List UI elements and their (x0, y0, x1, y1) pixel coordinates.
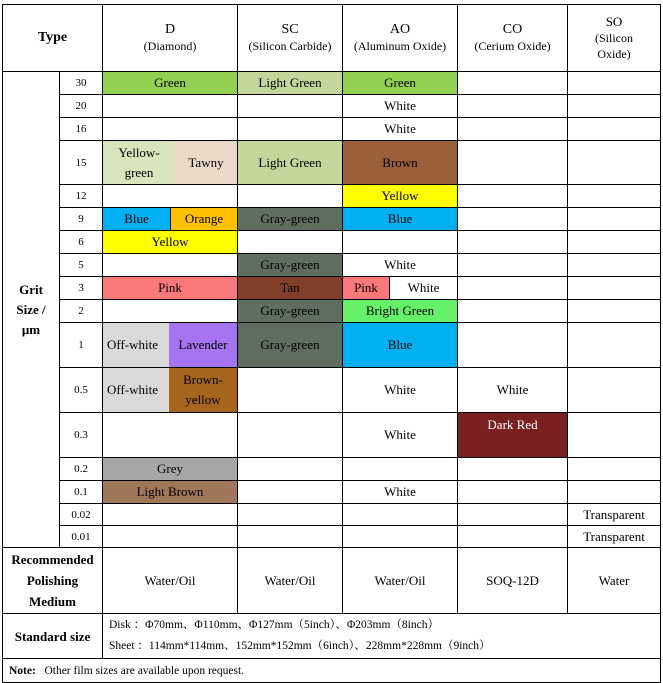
sc-cell: Gray-green (238, 208, 343, 231)
d-cell (103, 254, 238, 277)
so-cell (568, 118, 661, 141)
type-header: Type (3, 5, 103, 72)
so-cell (568, 323, 661, 368)
ao-cell: Blue (343, 208, 458, 231)
so-cell (568, 481, 661, 504)
grit-row-20 (3, 95, 661, 118)
d-cell-b: Tawny (175, 141, 237, 184)
so-cell (568, 72, 661, 95)
sc-cell: Tan (238, 277, 343, 300)
grit-value: 3 (60, 277, 103, 300)
standard-size-label: Standard size (3, 614, 103, 659)
grit-value: 30 (60, 72, 103, 95)
medium-sc: Water/Oil (238, 548, 343, 614)
so-cell (568, 208, 661, 231)
standard-size-row (3, 614, 661, 659)
grit-value: 2 (60, 300, 103, 323)
so-cell (568, 413, 661, 458)
ao-cell-b: White (389, 277, 457, 299)
so-cell (568, 95, 661, 118)
ao-cell: Brown (343, 141, 458, 185)
sc-cell: Gray-green (238, 323, 343, 368)
d-cell (103, 413, 238, 458)
grit-value: 0.02 (60, 504, 103, 526)
grit-value: 9 (60, 208, 103, 231)
co-cell (458, 277, 568, 300)
co-cell (458, 254, 568, 277)
co-cell: White (458, 368, 568, 413)
d-cell-b: Brown-yellow (169, 368, 237, 412)
sc-cell: Gray-green (238, 300, 343, 323)
sc-cell (238, 481, 343, 504)
grit-row-1 (3, 323, 661, 368)
grit-row-0-1 (3, 481, 661, 504)
medium-so: Water (568, 548, 661, 614)
sc-cell (238, 118, 343, 141)
medium-label: Recommended Polishing Medium (3, 548, 103, 614)
note-row (3, 659, 661, 683)
sc-cell: Gray-green (238, 254, 343, 277)
grit-row-3 (3, 277, 661, 300)
grit-row-0-5 (3, 368, 661, 413)
grit-row-30 (3, 72, 661, 95)
so-cell (568, 231, 661, 254)
sc-cell (238, 504, 343, 526)
ao-cell: Green (343, 72, 458, 95)
medium-row (3, 548, 661, 614)
d-cell: Grey (103, 458, 238, 481)
medium-co: SOQ-12D (458, 548, 568, 614)
grit-value: 20 (60, 95, 103, 118)
d-cell (103, 141, 238, 185)
co-cell (458, 458, 568, 481)
sc-cell (238, 458, 343, 481)
co-cell (458, 141, 568, 185)
grit-value: 0.2 (60, 458, 103, 481)
d-cell-a: Blue (103, 208, 170, 230)
grit-row-9 (3, 208, 661, 231)
co-cell (458, 72, 568, 95)
ao-cell: Yellow (343, 185, 458, 208)
so-cell: Transparent (568, 526, 661, 548)
header-row (3, 5, 661, 72)
so-cell: Transparent (568, 504, 661, 526)
ao-cell: White (343, 95, 458, 118)
medium-d: Water/Oil (103, 548, 238, 614)
grit-row-6 (3, 231, 661, 254)
co-cell (458, 300, 568, 323)
sc-cell (238, 185, 343, 208)
d-cell (103, 185, 238, 208)
co-cell (458, 118, 568, 141)
grit-row-15 (3, 141, 661, 185)
so-cell (568, 277, 661, 300)
co-cell: Dark Red (458, 413, 568, 458)
medium-ao: Water/Oil (343, 548, 458, 614)
grit-value: 0.5 (60, 368, 103, 413)
so-cell (568, 300, 661, 323)
header-sc: SC (Silicon Carbide) (238, 5, 343, 72)
ao-cell: White (343, 481, 458, 504)
ao-cell: White (343, 413, 458, 458)
header-d: D (Diamond) (103, 5, 238, 72)
note-text: Other film sizes are available upon request. (44, 664, 245, 677)
ao-cell: Bright Green (343, 300, 458, 323)
d-cell: Light Brown (103, 481, 238, 504)
co-cell (458, 323, 568, 368)
header-so: SO (Silicon Oxide) (568, 5, 661, 72)
co-cell (458, 504, 568, 526)
grit-value: 5 (60, 254, 103, 277)
grit-value: 0.01 (60, 526, 103, 548)
standard-size-values (103, 614, 661, 659)
grit-row-12 (3, 185, 661, 208)
grit-value: 15 (60, 141, 103, 185)
grit-row-0-01 (3, 526, 661, 548)
sc-cell (238, 231, 343, 254)
d-cell (103, 368, 238, 413)
ao-cell (343, 526, 458, 548)
d-cell: Pink (103, 277, 238, 300)
sc-cell (238, 368, 343, 413)
d-cell (103, 95, 238, 118)
so-cell (568, 141, 661, 185)
grit-value: 6 (60, 231, 103, 254)
co-cell (458, 95, 568, 118)
d-cell (103, 323, 238, 368)
grit-value: 0.1 (60, 481, 103, 504)
so-cell (568, 254, 661, 277)
d-cell (103, 526, 238, 548)
grit-row-16 (3, 118, 661, 141)
co-cell (458, 526, 568, 548)
ao-cell: White (343, 254, 458, 277)
ao-cell: Blue (343, 323, 458, 368)
grit-row-0-2 (3, 458, 661, 481)
d-cell-a: Off-white (103, 323, 169, 367)
so-cell (568, 368, 661, 413)
so-cell (568, 185, 661, 208)
note (3, 659, 661, 683)
grit-row-0-3 (3, 413, 661, 458)
sc-cell (238, 95, 343, 118)
d-cell-a: Off-white (103, 368, 169, 412)
co-cell (458, 231, 568, 254)
co-cell (458, 481, 568, 504)
ao-cell: White (343, 118, 458, 141)
sc-cell (238, 526, 343, 548)
ao-cell (343, 504, 458, 526)
ao-cell-a: Pink (343, 277, 389, 299)
d-cell-b: Lavender (169, 323, 237, 367)
grit-row-0-02 (3, 504, 661, 526)
grit-color-table (2, 4, 661, 683)
so-cell (568, 458, 661, 481)
disk-sizes: Disk ：Φ70mm、Φ110mm、Φ127mm（5inch）、Φ203mm（8inch） (109, 619, 439, 631)
sheet-sizes: Sheet ：114mm*114mm、152mm*152mm（6inch）、228mm*228mm（9inch） (109, 640, 491, 652)
grit-value: 12 (60, 185, 103, 208)
header-ao: AO (Aluminum Oxide) (343, 5, 458, 72)
d-cell (103, 504, 238, 526)
grit-value: 0.3 (60, 413, 103, 458)
ao-cell (343, 458, 458, 481)
header-co: CO (Cerium Oxide) (458, 5, 568, 72)
ao-cell (343, 231, 458, 254)
co-cell (458, 208, 568, 231)
grit-row-2 (3, 300, 661, 323)
grit-size-label: Grit Size / μm (3, 72, 60, 548)
d-cell (103, 208, 238, 231)
d-cell: Green (103, 72, 238, 95)
d-cell-a: Yellow-green (103, 141, 175, 184)
ao-cell: White (343, 368, 458, 413)
co-cell (458, 185, 568, 208)
note-label: Note: (9, 664, 36, 677)
grit-row-5 (3, 254, 661, 277)
sc-cell (238, 413, 343, 458)
d-cell (103, 118, 238, 141)
grit-value: 1 (60, 323, 103, 368)
ao-cell (343, 277, 458, 300)
sc-cell: Light Green (238, 72, 343, 95)
sc-cell: Light Green (238, 141, 343, 185)
grit-value: 16 (60, 118, 103, 141)
d-cell-b: Orange (170, 208, 237, 230)
d-cell (103, 300, 238, 323)
d-cell: Yellow (103, 231, 238, 254)
